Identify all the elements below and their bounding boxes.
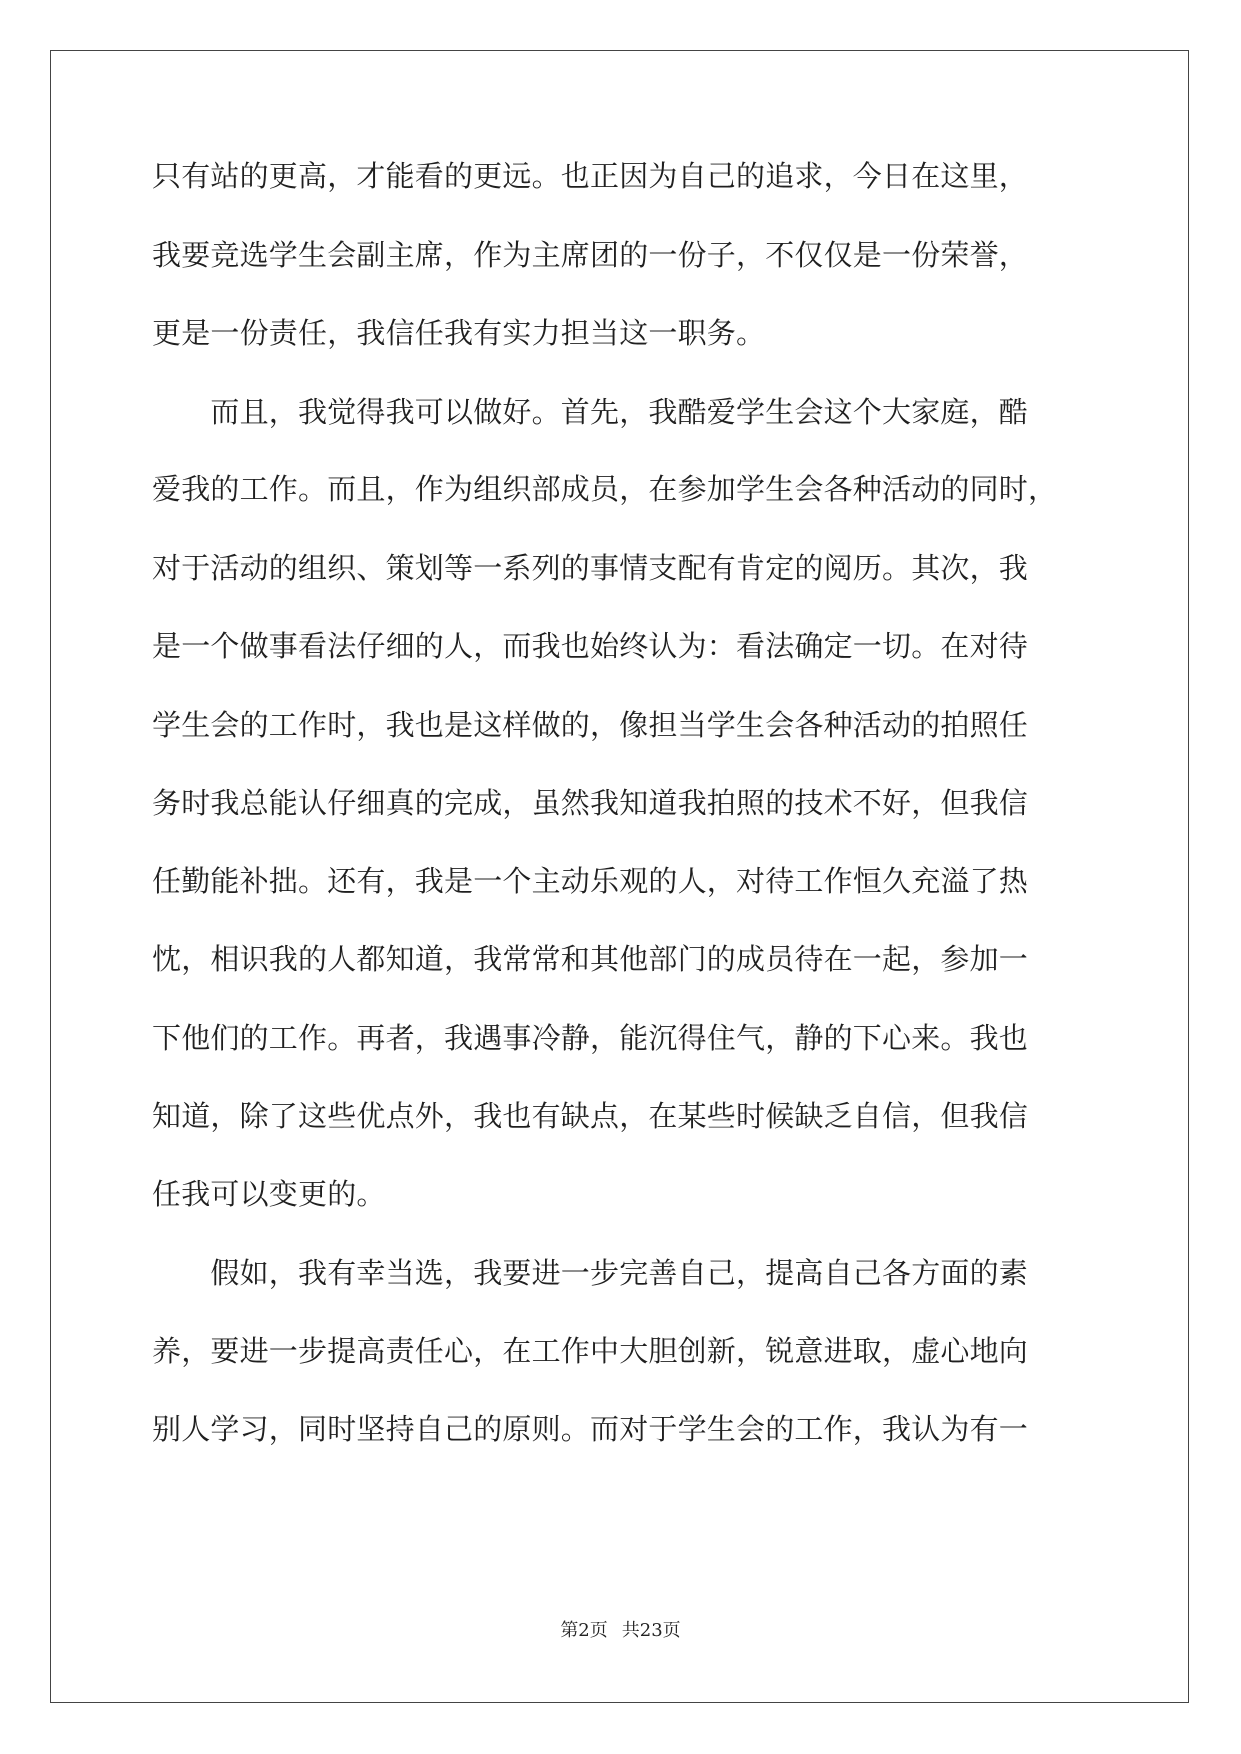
total-pages: 共23页 bbox=[621, 1620, 681, 1641]
body-line-15: 假如，我有幸当选，我要进一步完善自己，提高自己各方面的素 bbox=[152, 1256, 1029, 1290]
page-footer bbox=[0, 1616, 1241, 1642]
body-line-14: 任我可以变更的。 bbox=[152, 1177, 386, 1211]
body-line-4: 而且，我觉得我可以做好。首先，我酷爱学生会这个大家庭，酷 bbox=[152, 395, 1029, 429]
body-line-12: 下他们的工作。再者，我遇事冷静，能沉得住气，静的下心来。我也 bbox=[152, 1021, 1029, 1055]
body-line-9: 务时我总能认仔细真的完成，虽然我知道我拍照的技术不好，但我信 bbox=[152, 786, 1029, 820]
body-line-2: 我要竞选学生会副主席，作为主席团的一份子，不仅仅是一份荣誉， bbox=[152, 238, 1029, 272]
body-line-8: 学生会的工作时，我也是这样做的，像担当学生会各种活动的拍照任 bbox=[152, 708, 1029, 742]
body-line-16: 养，要进一步提高责任心，在工作中大胆创新，锐意进取，虚心地向 bbox=[152, 1334, 1029, 1368]
body-line-10: 任勤能补拙。还有，我是一个主动乐观的人，对待工作恒久充溢了热 bbox=[152, 864, 1029, 898]
page-number: 第2页 bbox=[560, 1620, 608, 1641]
body-line-5: 爱我的工作。而且，作为组织部成员，在参加学生会各种活动的同时， bbox=[152, 472, 1058, 506]
body-line-11: 忱，相识我的人都知道，我常常和其他部门的成员待在一起，参加一 bbox=[152, 942, 1029, 976]
body-line-17: 别人学习，同时坚持自己的原则。而对于学生会的工作，我认为有一 bbox=[152, 1412, 1029, 1446]
body-line-6: 对于活动的组织、策划等一系列的事情支配有肯定的阅历。其次，我 bbox=[152, 551, 1029, 585]
body-line-13: 知道，除了这些优点外，我也有缺点，在某些时候缺乏自信，但我信 bbox=[152, 1099, 1029, 1133]
body-line-3: 更是一份责任，我信任我有实力担当这一职务。 bbox=[152, 316, 766, 350]
body-line-1: 只有站的更高，才能看的更远。也正因为自己的追求，今日在这里， bbox=[152, 159, 1029, 193]
body-line-7: 是一个做事看法仔细的人，而我也始终认为：看法确定一切。在对待 bbox=[152, 629, 1029, 663]
